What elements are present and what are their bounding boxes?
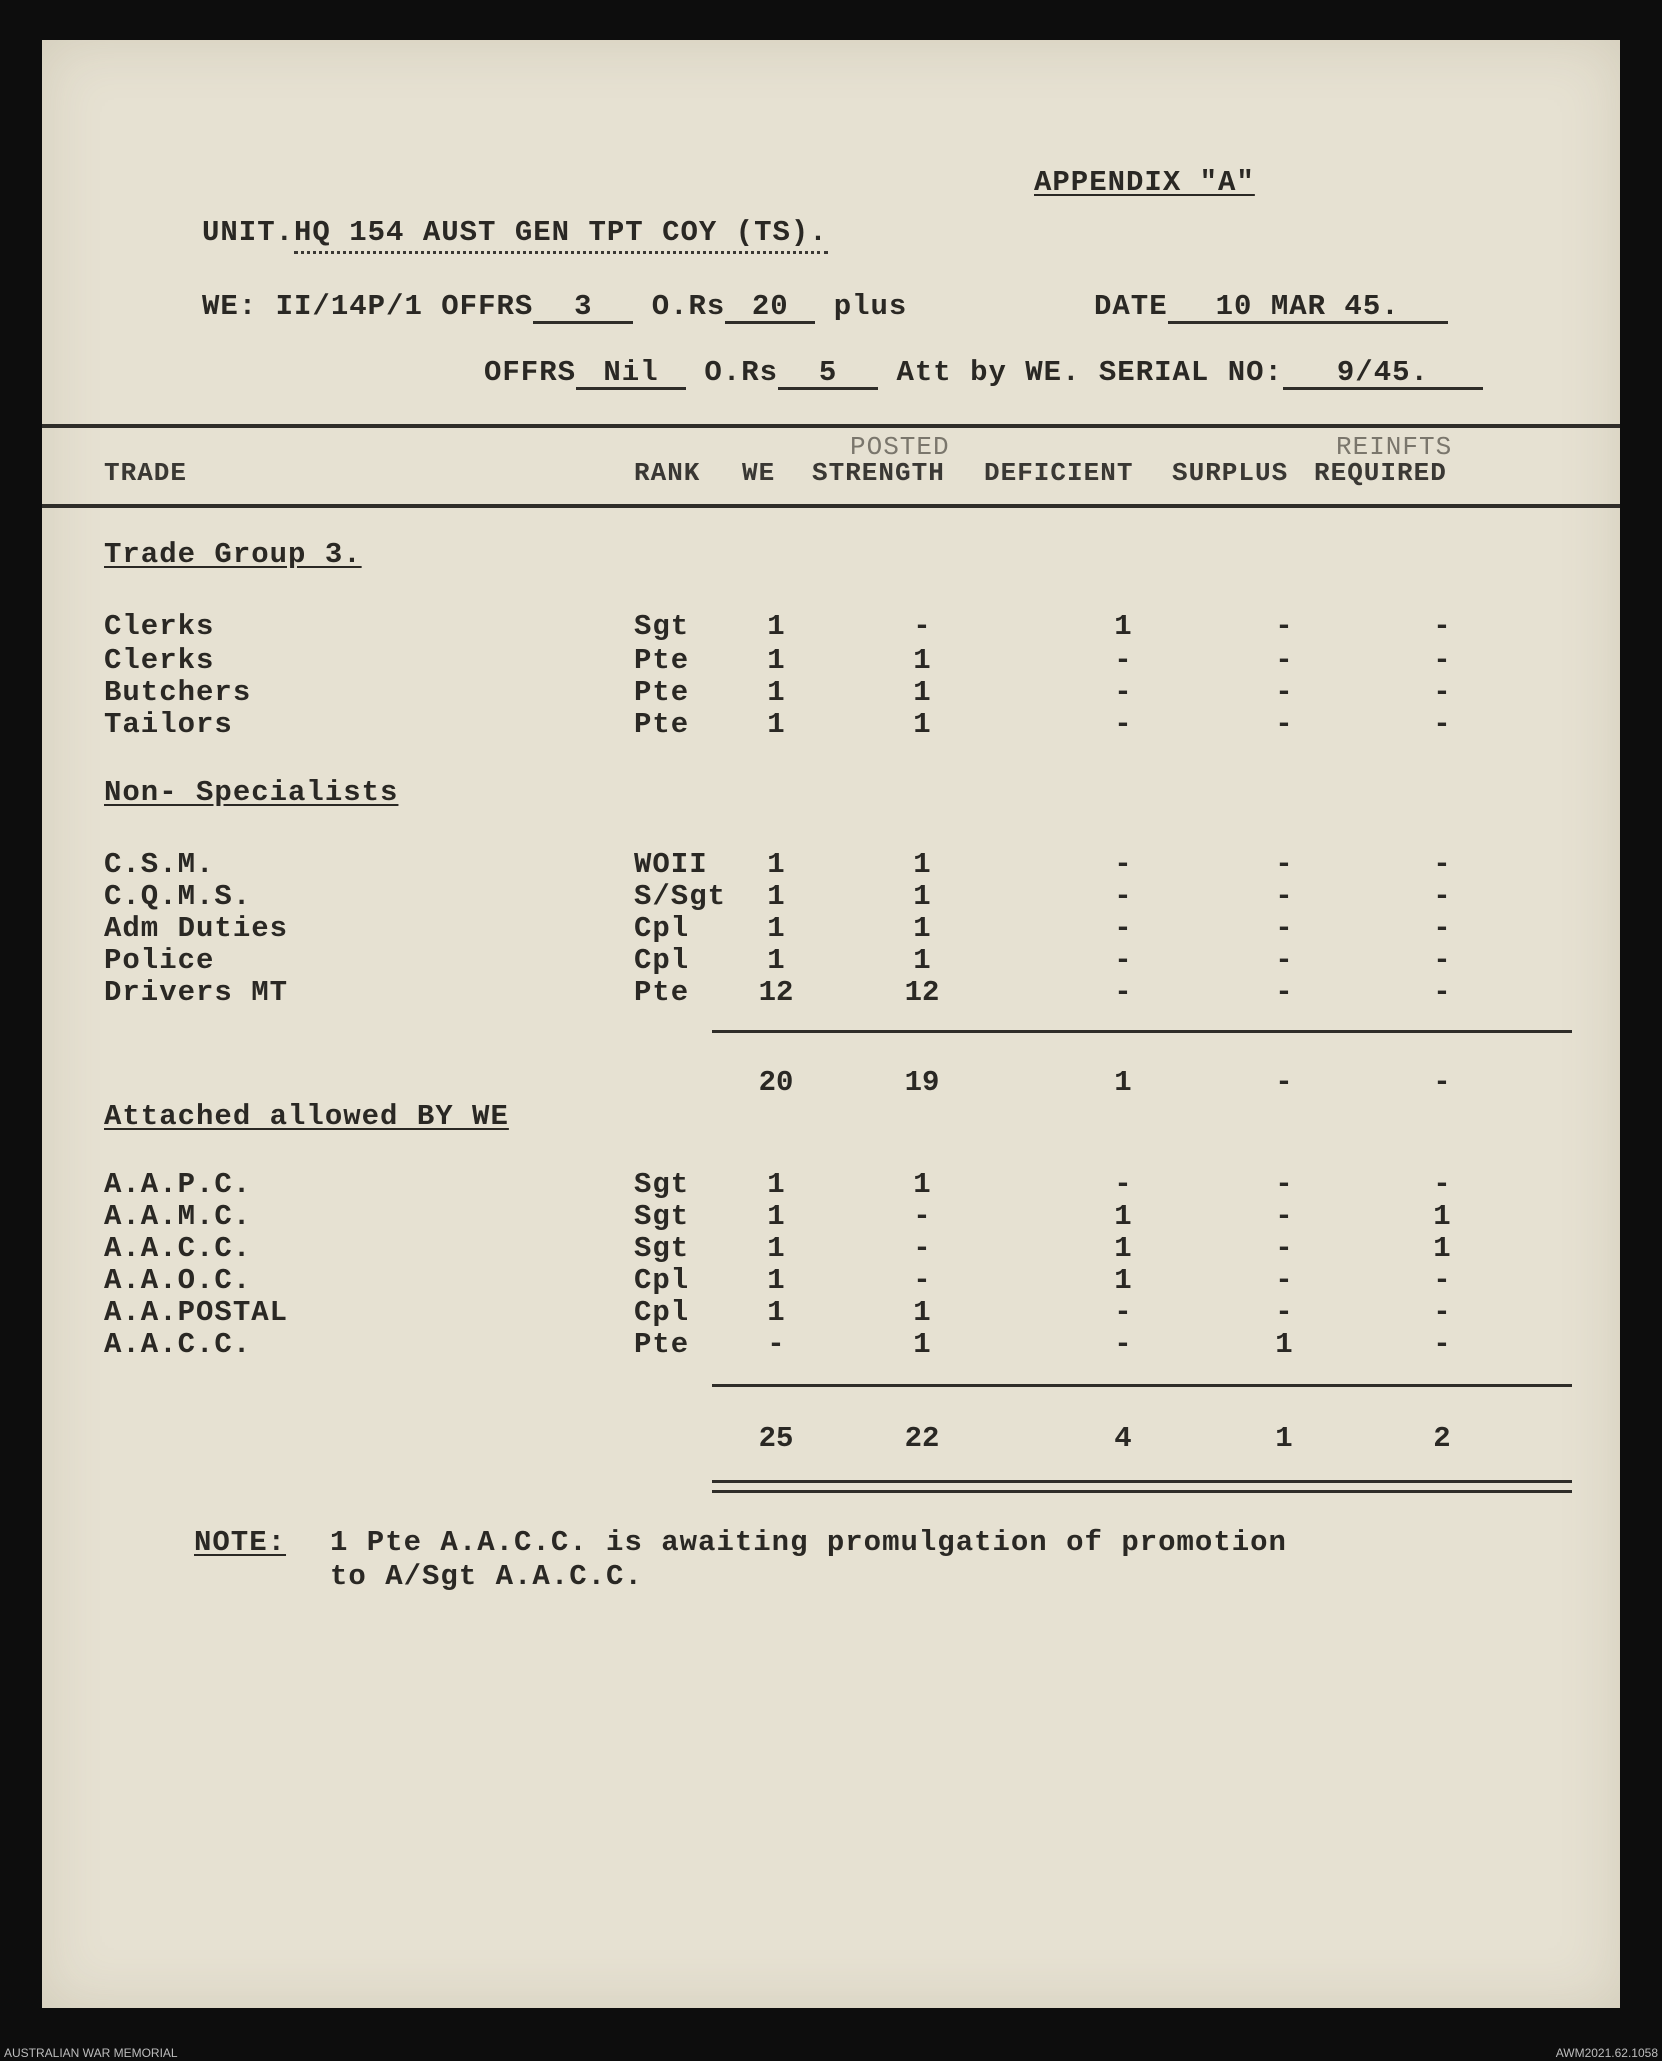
group-attached: Attached allowed BY WE: [104, 1100, 509, 1133]
att-offrs-label: OFFRS: [484, 356, 577, 389]
row-posted: 1: [913, 676, 931, 709]
row-surplus: -: [1275, 880, 1293, 913]
row-posted: 1: [913, 912, 931, 945]
row-deficient: -: [1114, 1168, 1132, 1201]
col-rank: RANK: [634, 458, 701, 488]
att-ors-label: O.Rs: [704, 356, 779, 389]
header-bottom-rule: [42, 504, 1620, 508]
row-reinfts: -: [1433, 880, 1451, 913]
row-rank: Cpl: [634, 912, 690, 945]
plus-text: plus: [833, 290, 908, 323]
subtotal-posted: 19: [904, 1066, 940, 1099]
row-reinfts: -: [1433, 1296, 1451, 1329]
offrs-label: OFFRS: [441, 290, 534, 323]
row-trade: Clerks: [104, 644, 215, 677]
col-surplus: SURPLUS: [1172, 458, 1289, 488]
row-we: -: [767, 1328, 785, 1361]
ors-label: O.Rs: [651, 290, 726, 323]
row-reinfts: -: [1433, 610, 1451, 643]
row-posted: 1: [913, 944, 931, 977]
row-trade: Drivers MT: [104, 976, 289, 1009]
note-line-1: 1 Pte A.A.C.C. is awaiting promulgation of promotion: [330, 1526, 1287, 1559]
row-deficient: 1: [1114, 1200, 1132, 1233]
row-deficient: 1: [1114, 1264, 1132, 1297]
row-rank: Cpl: [634, 944, 690, 977]
row-we: 1: [767, 944, 785, 977]
subtotal-rule: [712, 1030, 1572, 1033]
col-reinfts-bottom: REQUIRED: [1314, 458, 1447, 488]
col-posted-bottom: STRENGTH: [812, 458, 945, 488]
col-reinfts-top: REINFTS: [1336, 432, 1453, 462]
row-surplus: -: [1275, 848, 1293, 881]
col-deficient: DEFICIENT: [984, 458, 1134, 488]
total-we: 25: [758, 1422, 794, 1455]
row-trade: Police: [104, 944, 215, 977]
row-we: 1: [767, 1168, 785, 1201]
row-rank: Sgt: [634, 1200, 690, 1233]
row-rank: Pte: [634, 976, 690, 1009]
ors-value: 20: [725, 292, 815, 324]
row-rank: S/Sgt: [634, 880, 727, 913]
row-posted: 1: [913, 1328, 931, 1361]
row-posted: 1: [913, 1168, 931, 1201]
row-rank: WOII: [634, 848, 708, 881]
row-trade: A.A.POSTAL: [104, 1296, 289, 1329]
row-reinfts: -: [1433, 848, 1451, 881]
row-surplus: 1: [1275, 1328, 1293, 1361]
row-surplus: -: [1275, 1296, 1293, 1329]
group-non-specialists: Non- Specialists: [104, 776, 399, 809]
row-deficient: -: [1114, 848, 1132, 881]
row-rank: Cpl: [634, 1264, 690, 1297]
total-double-rule-1: [712, 1480, 1572, 1483]
row-we: 1: [767, 1264, 785, 1297]
row-trade: Tailors: [104, 708, 233, 741]
row-reinfts: 1: [1433, 1232, 1451, 1265]
row-posted: -: [913, 610, 931, 643]
row-surplus: -: [1275, 944, 1293, 977]
row-rank: Pte: [634, 1328, 690, 1361]
row-surplus: -: [1275, 676, 1293, 709]
row-deficient: -: [1114, 880, 1132, 913]
row-rank: Pte: [634, 708, 690, 741]
subtotal-reinfts: -: [1433, 1066, 1451, 1099]
row-posted: 1: [913, 848, 931, 881]
att-text: Att by WE. SERIAL NO:: [896, 356, 1283, 389]
total-deficient: 4: [1114, 1422, 1132, 1455]
total-surplus: 1: [1275, 1422, 1293, 1455]
total-double-rule-2: [712, 1490, 1572, 1493]
we-line: [202, 292, 907, 324]
date-label: DATE: [1094, 290, 1168, 323]
row-surplus: -: [1275, 610, 1293, 643]
row-trade: C.S.M.: [104, 848, 215, 881]
row-we: 1: [767, 880, 785, 913]
row-we: 1: [767, 708, 785, 741]
row-we: 12: [758, 976, 794, 1009]
row-posted: 1: [913, 1296, 931, 1329]
row-reinfts: 1: [1433, 1200, 1451, 1233]
row-deficient: -: [1114, 1296, 1132, 1329]
row-reinfts: -: [1433, 912, 1451, 945]
row-reinfts: -: [1433, 976, 1451, 1009]
row-we: 1: [767, 848, 785, 881]
row-trade: A.A.C.C.: [104, 1328, 252, 1361]
row-reinfts: -: [1433, 644, 1451, 677]
row-deficient: 1: [1114, 1232, 1132, 1265]
subtotal-deficient: 1: [1114, 1066, 1132, 1099]
total-reinfts: 2: [1433, 1422, 1451, 1455]
row-we: 1: [767, 1200, 785, 1233]
row-deficient: -: [1114, 1328, 1132, 1361]
row-surplus: -: [1275, 1168, 1293, 1201]
row-rank: Sgt: [634, 610, 690, 643]
footer-right: AWM2021.62.1058: [1555, 2046, 1658, 2060]
row-we: 1: [767, 1296, 785, 1329]
row-surplus: -: [1275, 1232, 1293, 1265]
row-posted: -: [913, 1200, 931, 1233]
row-reinfts: -: [1433, 1328, 1451, 1361]
row-trade: Clerks: [104, 610, 215, 643]
date-line: [1094, 292, 1448, 324]
row-posted: 12: [904, 976, 940, 1009]
group-trade-3: Trade Group 3.: [104, 538, 362, 571]
row-reinfts: -: [1433, 1168, 1451, 1201]
date-value: 10 MAR 45.: [1168, 292, 1448, 324]
row-we: 1: [767, 610, 785, 643]
row-trade: Butchers: [104, 676, 252, 709]
row-rank: Pte: [634, 676, 690, 709]
att-offrs-value: Nil: [576, 358, 686, 390]
offrs-value: 3: [533, 292, 633, 324]
row-rank: Cpl: [634, 1296, 690, 1329]
appendix-title: APPENDIX "A": [1034, 166, 1255, 199]
row-deficient: 1: [1114, 610, 1132, 643]
row-rank: Pte: [634, 644, 690, 677]
note-label: NOTE:: [194, 1526, 287, 1559]
col-posted-top: POSTED: [850, 432, 950, 462]
row-reinfts: -: [1433, 1264, 1451, 1297]
row-surplus: -: [1275, 644, 1293, 677]
row-trade: Adm Duties: [104, 912, 289, 945]
row-reinfts: -: [1433, 708, 1451, 741]
we-label: WE:: [202, 290, 258, 323]
col-we: WE: [742, 458, 776, 488]
header-top-rule: [42, 424, 1620, 428]
total-posted: 22: [904, 1422, 940, 1455]
unit-line: [202, 218, 828, 247]
row-deficient: -: [1114, 912, 1132, 945]
row-trade: A.A.P.C.: [104, 1168, 252, 1201]
row-surplus: -: [1275, 708, 1293, 741]
row-we: 1: [767, 644, 785, 677]
row-surplus: -: [1275, 1264, 1293, 1297]
total-rule: [712, 1384, 1572, 1387]
row-deficient: -: [1114, 976, 1132, 1009]
row-reinfts: -: [1433, 676, 1451, 709]
row-reinfts: -: [1433, 944, 1451, 977]
row-rank: Sgt: [634, 1168, 690, 1201]
row-we: 1: [767, 912, 785, 945]
row-we: 1: [767, 676, 785, 709]
row-posted: -: [913, 1232, 931, 1265]
document-page: [42, 40, 1620, 2008]
subtotal-surplus: -: [1275, 1066, 1293, 1099]
row-trade: C.Q.M.S.: [104, 880, 252, 913]
row-trade: A.A.C.C.: [104, 1232, 252, 1265]
unit-value: HQ 154 AUST GEN TPT COY (TS).: [294, 216, 828, 254]
row-trade: A.A.O.C.: [104, 1264, 252, 1297]
row-surplus: -: [1275, 976, 1293, 1009]
att-ors-value: 5: [778, 358, 878, 390]
serial-value: 9/45.: [1283, 358, 1483, 390]
footer-left: AUSTRALIAN WAR MEMORIAL: [4, 2046, 178, 2060]
col-trade: TRADE: [104, 458, 188, 488]
row-posted: -: [913, 1264, 931, 1297]
row-surplus: -: [1275, 1200, 1293, 1233]
row-trade: A.A.M.C.: [104, 1200, 252, 1233]
we-value: II/14P/1: [275, 290, 423, 323]
row-deficient: -: [1114, 644, 1132, 677]
row-posted: 1: [913, 644, 931, 677]
row-deficient: -: [1114, 708, 1132, 741]
row-posted: 1: [913, 708, 931, 741]
subtotal-we: 20: [758, 1066, 794, 1099]
row-deficient: -: [1114, 676, 1132, 709]
unit-label: UNIT.: [202, 216, 295, 249]
att-line: [484, 358, 1483, 390]
row-rank: Sgt: [634, 1232, 690, 1265]
row-surplus: -: [1275, 912, 1293, 945]
row-deficient: -: [1114, 944, 1132, 977]
note-line-2: to A/Sgt A.A.C.C.: [330, 1560, 643, 1593]
row-posted: 1: [913, 880, 931, 913]
row-we: 1: [767, 1232, 785, 1265]
